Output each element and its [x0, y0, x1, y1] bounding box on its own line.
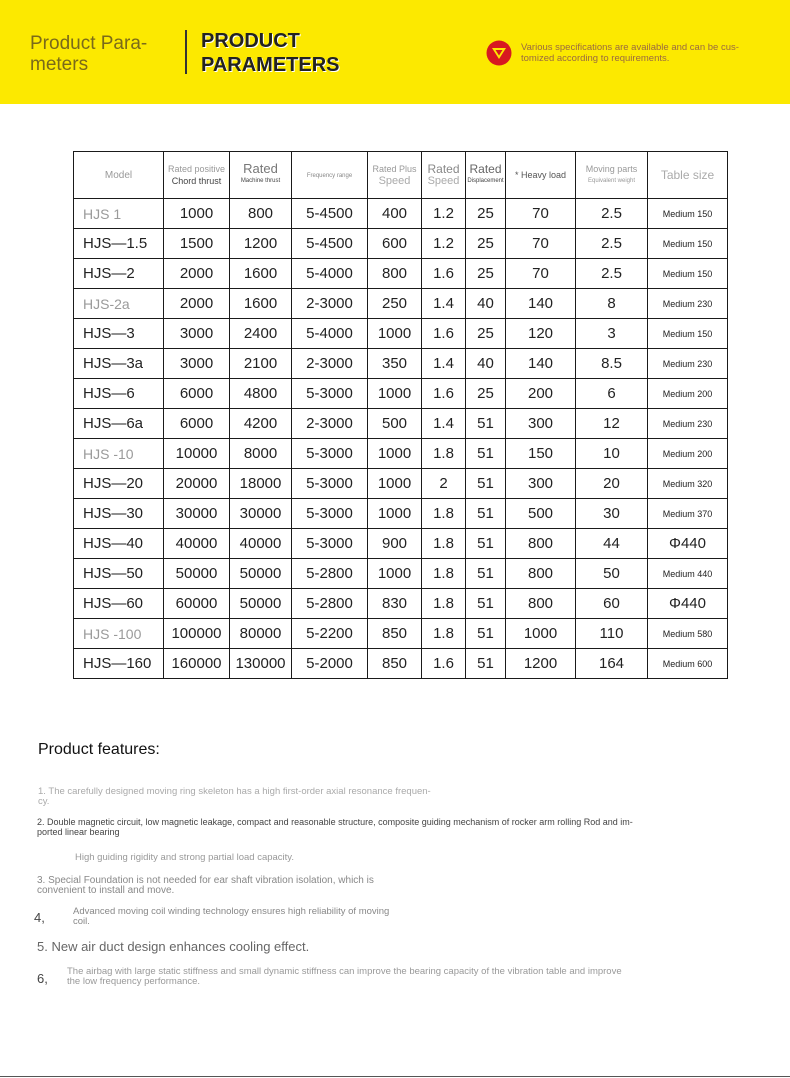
cell-frequency-range: 5-2800 — [292, 559, 368, 589]
cell-rated-speed: 1.8 — [422, 589, 466, 619]
cell-rated-plus-speed: 1000 — [368, 439, 422, 469]
header-table-size: Table size — [648, 152, 728, 199]
cell-model: HJS—30 — [74, 499, 164, 529]
cell-machine-thrust: 800 — [230, 199, 292, 229]
cell-table-size: Medium 230 — [648, 409, 728, 439]
cell-rated-plus-speed: 850 — [368, 649, 422, 679]
cell-rated-speed: 1.8 — [422, 559, 466, 589]
cell-rated-plus-speed: 250 — [368, 289, 422, 319]
cell-rated-displacement: 25 — [466, 229, 506, 259]
cell-heavy-load: 800 — [506, 559, 576, 589]
cell-heavy-load: 200 — [506, 379, 576, 409]
feature-item-3: 3. Special Foundation is not needed for ear shaft vibration isolation, which is convenient to install and move. — [37, 875, 374, 896]
cell-moving-parts-weight: 44 — [576, 529, 648, 559]
cell-table-size: Medium 200 — [648, 379, 728, 409]
cell-chord-thrust: 100000 — [164, 619, 230, 649]
header-rated-displacement: Rated Displacement — [466, 152, 506, 199]
cell-table-size: Medium 320 — [648, 469, 728, 499]
cell-rated-displacement: 51 — [466, 589, 506, 619]
cell-heavy-load: 150 — [506, 439, 576, 469]
feature-number-4: 4, — [34, 910, 45, 925]
cell-machine-thrust: 40000 — [230, 529, 292, 559]
cell-machine-thrust: 1200 — [230, 229, 292, 259]
cell-machine-thrust: 80000 — [230, 619, 292, 649]
page-title-line2: PARAMETERS — [201, 54, 340, 76]
cell-chord-thrust: 20000 — [164, 469, 230, 499]
cell-rated-displacement: 51 — [466, 529, 506, 559]
cell-table-size: Φ440 — [648, 589, 728, 619]
feature-item-5: 5. New air duct design enhances cooling effect. — [37, 939, 310, 954]
cell-rated-displacement: 51 — [466, 619, 506, 649]
cell-moving-parts-weight: 12 — [576, 409, 648, 439]
cell-rated-speed: 1.4 — [422, 349, 466, 379]
cell-heavy-load: 500 — [506, 499, 576, 529]
cell-machine-thrust: 1600 — [230, 289, 292, 319]
cell-rated-plus-speed: 830 — [368, 589, 422, 619]
cell-model: HJS-2a — [74, 289, 164, 319]
feature-item-4: Advanced moving coil winding technology ensures high reliability of moving coil. — [73, 906, 390, 927]
cell-rated-speed: 1.2 — [422, 229, 466, 259]
cell-rated-speed: 2 — [422, 469, 466, 499]
table-row — [74, 529, 728, 559]
cell-rated-speed: 1.4 — [422, 289, 466, 319]
cell-heavy-load: 70 — [506, 229, 576, 259]
cell-moving-parts-weight: 2.5 — [576, 229, 648, 259]
cell-frequency-range: 5-2200 — [292, 619, 368, 649]
banner-divider — [185, 30, 187, 74]
cell-table-size: Medium 230 — [648, 349, 728, 379]
cell-rated-plus-speed: 1000 — [368, 319, 422, 349]
feature-item-2b: High guiding rigidity and strong partial load capacity. — [75, 852, 294, 863]
header-chord-thrust: Rated positive Chord thrust — [164, 152, 230, 199]
header-rated-speed: Rated Speed — [422, 152, 466, 199]
table-row — [74, 469, 728, 499]
cell-model: HJS—40 — [74, 529, 164, 559]
table-row — [74, 259, 728, 289]
cell-table-size: Medium 580 — [648, 619, 728, 649]
cell-rated-speed: 1.6 — [422, 649, 466, 679]
feature-item-1: 1. The carefully designed moving ring skeleton has a high first-order axial resonance frequen- cy. — [38, 786, 431, 807]
cell-rated-plus-speed: 600 — [368, 229, 422, 259]
cell-frequency-range: 5-4500 — [292, 229, 368, 259]
cell-machine-thrust: 4200 — [230, 409, 292, 439]
cell-machine-thrust: 2400 — [230, 319, 292, 349]
cell-table-size: Medium 150 — [648, 259, 728, 289]
cell-model: HJS—160 — [74, 649, 164, 679]
customization-note-line2: tomized according to requirements. — [521, 53, 670, 64]
cell-moving-parts-weight: 30 — [576, 499, 648, 529]
page-title — [201, 29, 351, 77]
features-title: Product features: — [38, 741, 160, 758]
table-row — [74, 319, 728, 349]
cell-machine-thrust: 4800 — [230, 379, 292, 409]
cell-moving-parts-weight: 8.5 — [576, 349, 648, 379]
cell-rated-displacement: 40 — [466, 349, 506, 379]
cell-chord-thrust: 60000 — [164, 589, 230, 619]
cell-heavy-load: 800 — [506, 589, 576, 619]
cell-chord-thrust: 30000 — [164, 499, 230, 529]
cell-table-size: Medium 600 — [648, 649, 728, 679]
cell-chord-thrust: 3000 — [164, 319, 230, 349]
cell-model: HJS—2 — [74, 259, 164, 289]
cell-moving-parts-weight: 10 — [576, 439, 648, 469]
cell-rated-plus-speed: 1000 — [368, 559, 422, 589]
cell-frequency-range: 2-3000 — [292, 349, 368, 379]
cell-heavy-load: 140 — [506, 289, 576, 319]
cell-rated-speed: 1.4 — [422, 409, 466, 439]
cell-frequency-range: 5-3000 — [292, 439, 368, 469]
cell-rated-plus-speed: 900 — [368, 529, 422, 559]
cell-rated-displacement: 25 — [466, 199, 506, 229]
cell-frequency-range: 5-3000 — [292, 469, 368, 499]
table-row — [74, 439, 728, 469]
cell-heavy-load: 70 — [506, 199, 576, 229]
cell-rated-speed: 1.8 — [422, 619, 466, 649]
table-row — [74, 619, 728, 649]
cell-moving-parts-weight: 3 — [576, 319, 648, 349]
cell-chord-thrust: 10000 — [164, 439, 230, 469]
cell-table-size: Medium 150 — [648, 199, 728, 229]
table-row — [74, 589, 728, 619]
cell-rated-plus-speed: 850 — [368, 619, 422, 649]
cell-heavy-load: 140 — [506, 349, 576, 379]
customization-note — [521, 42, 771, 64]
cell-heavy-load: 300 — [506, 469, 576, 499]
cell-rated-plus-speed: 1000 — [368, 469, 422, 499]
cell-rated-plus-speed: 350 — [368, 349, 422, 379]
header-machine-thrust: Rated Machine thrust — [230, 152, 292, 199]
cell-rated-speed: 1.8 — [422, 439, 466, 469]
cell-heavy-load: 120 — [506, 319, 576, 349]
cell-chord-thrust: 1500 — [164, 229, 230, 259]
cell-chord-thrust: 6000 — [164, 409, 230, 439]
cell-rated-displacement: 51 — [466, 559, 506, 589]
cell-model: HJS—1.5 — [74, 229, 164, 259]
cell-heavy-load: 1000 — [506, 619, 576, 649]
cell-moving-parts-weight: 60 — [576, 589, 648, 619]
cell-machine-thrust: 130000 — [230, 649, 292, 679]
cell-chord-thrust: 2000 — [164, 259, 230, 289]
cell-moving-parts-weight: 2.5 — [576, 259, 648, 289]
cell-frequency-range: 5-3000 — [292, 379, 368, 409]
cell-model: HJS—3a — [74, 349, 164, 379]
cell-table-size: Medium 200 — [648, 439, 728, 469]
cell-frequency-range: 2-3000 — [292, 289, 368, 319]
cell-rated-displacement: 51 — [466, 499, 506, 529]
feature-item-6: The airbag with large static stiffness and small dynamic stiffness can improve the bearing capacity of the vibration table and improve the low frequency performance. — [67, 966, 622, 987]
cell-machine-thrust: 8000 — [230, 439, 292, 469]
cell-table-size: Medium 370 — [648, 499, 728, 529]
cell-rated-speed: 1.6 — [422, 379, 466, 409]
cell-moving-parts-weight: 50 — [576, 559, 648, 589]
cell-frequency-range: 5-2800 — [292, 589, 368, 619]
cell-chord-thrust: 40000 — [164, 529, 230, 559]
cell-rated-speed: 1.2 — [422, 199, 466, 229]
banner-subtitle-line2: meters — [30, 54, 89, 75]
banner-subtitle-line1: Product Para- — [30, 33, 148, 54]
cell-chord-thrust: 50000 — [164, 559, 230, 589]
header-heavy-load: * Heavy load — [506, 152, 576, 199]
cell-heavy-load: 70 — [506, 259, 576, 289]
cell-machine-thrust: 1600 — [230, 259, 292, 289]
customization-note-line1: Various specifications are available and can be cus- — [521, 42, 739, 53]
cell-moving-parts-weight: 20 — [576, 469, 648, 499]
cell-frequency-range: 2-3000 — [292, 409, 368, 439]
cell-machine-thrust: 18000 — [230, 469, 292, 499]
table-row — [74, 409, 728, 439]
cell-table-size: Medium 150 — [648, 229, 728, 259]
cell-table-size: Φ440 — [648, 529, 728, 559]
table-row — [74, 199, 728, 229]
cell-frequency-range: 5-4000 — [292, 259, 368, 289]
cell-moving-parts-weight: 6 — [576, 379, 648, 409]
bottom-divider — [0, 1076, 790, 1077]
cell-table-size: Medium 150 — [648, 319, 728, 349]
cell-frequency-range: 5-3000 — [292, 529, 368, 559]
header-rated-plus-speed: Rated Plus Speed — [368, 152, 422, 199]
cell-machine-thrust: 50000 — [230, 559, 292, 589]
table-row — [74, 289, 728, 319]
table-header-row — [74, 152, 728, 199]
cell-model: HJS—6 — [74, 379, 164, 409]
cell-model: HJS -10 — [74, 439, 164, 469]
cell-model: HJS—20 — [74, 469, 164, 499]
table-row — [74, 559, 728, 589]
cell-rated-displacement: 51 — [466, 409, 506, 439]
spec-table — [73, 151, 728, 679]
table-row — [74, 379, 728, 409]
cell-rated-displacement: 51 — [466, 649, 506, 679]
cell-heavy-load: 300 — [506, 409, 576, 439]
cell-chord-thrust: 1000 — [164, 199, 230, 229]
cell-rated-displacement: 25 — [466, 259, 506, 289]
down-chevron-badge-icon — [486, 40, 512, 66]
header-moving-parts: Moving parts Equivalent weight — [576, 152, 648, 199]
cell-frequency-range: 5-3000 — [292, 499, 368, 529]
cell-rated-displacement: 40 — [466, 289, 506, 319]
cell-rated-displacement: 51 — [466, 469, 506, 499]
table-row — [74, 499, 728, 529]
table-row — [74, 349, 728, 379]
header-banner — [0, 0, 790, 104]
cell-model: HJS—3 — [74, 319, 164, 349]
cell-frequency-range: 5-4500 — [292, 199, 368, 229]
cell-model: HJS -100 — [74, 619, 164, 649]
cell-machine-thrust: 30000 — [230, 499, 292, 529]
feature-number-6: 6, — [37, 971, 48, 986]
cell-frequency-range: 5-2000 — [292, 649, 368, 679]
cell-table-size: Medium 230 — [648, 289, 728, 319]
cell-rated-speed: 1.8 — [422, 529, 466, 559]
cell-model: HJS—60 — [74, 589, 164, 619]
cell-rated-displacement: 25 — [466, 319, 506, 349]
cell-rated-speed: 1.8 — [422, 499, 466, 529]
banner-subtitle — [30, 33, 175, 75]
cell-chord-thrust: 160000 — [164, 649, 230, 679]
cell-model: HJS 1 — [74, 199, 164, 229]
cell-moving-parts-weight: 110 — [576, 619, 648, 649]
cell-rated-plus-speed: 1000 — [368, 499, 422, 529]
header-frequency-range: Frequency range — [292, 152, 368, 199]
cell-rated-speed: 1.6 — [422, 259, 466, 289]
cell-moving-parts-weight: 2.5 — [576, 199, 648, 229]
header-model: Model — [74, 152, 164, 199]
cell-rated-plus-speed: 1000 — [368, 379, 422, 409]
cell-chord-thrust: 3000 — [164, 349, 230, 379]
cell-machine-thrust: 2100 — [230, 349, 292, 379]
page-title-line1: PRODUCT — [201, 30, 300, 52]
cell-heavy-load: 1200 — [506, 649, 576, 679]
cell-rated-plus-speed: 500 — [368, 409, 422, 439]
cell-chord-thrust: 2000 — [164, 289, 230, 319]
cell-heavy-load: 800 — [506, 529, 576, 559]
cell-rated-speed: 1.6 — [422, 319, 466, 349]
cell-rated-plus-speed: 400 — [368, 199, 422, 229]
table-row — [74, 229, 728, 259]
cell-frequency-range: 5-4000 — [292, 319, 368, 349]
cell-machine-thrust: 50000 — [230, 589, 292, 619]
feature-item-2: 2. Double magnetic circuit, low magnetic leakage, compact and reasonable structure, composite guiding mechanism of rocker arm rolling Rod and im- ported linear bearing — [37, 817, 633, 837]
cell-rated-displacement: 51 — [466, 439, 506, 469]
cell-table-size: Medium 440 — [648, 559, 728, 589]
cell-moving-parts-weight: 8 — [576, 289, 648, 319]
cell-rated-plus-speed: 800 — [368, 259, 422, 289]
cell-moving-parts-weight: 164 — [576, 649, 648, 679]
cell-model: HJS—50 — [74, 559, 164, 589]
cell-chord-thrust: 6000 — [164, 379, 230, 409]
cell-model: HJS—6a — [74, 409, 164, 439]
cell-rated-displacement: 25 — [466, 379, 506, 409]
table-row — [74, 649, 728, 679]
